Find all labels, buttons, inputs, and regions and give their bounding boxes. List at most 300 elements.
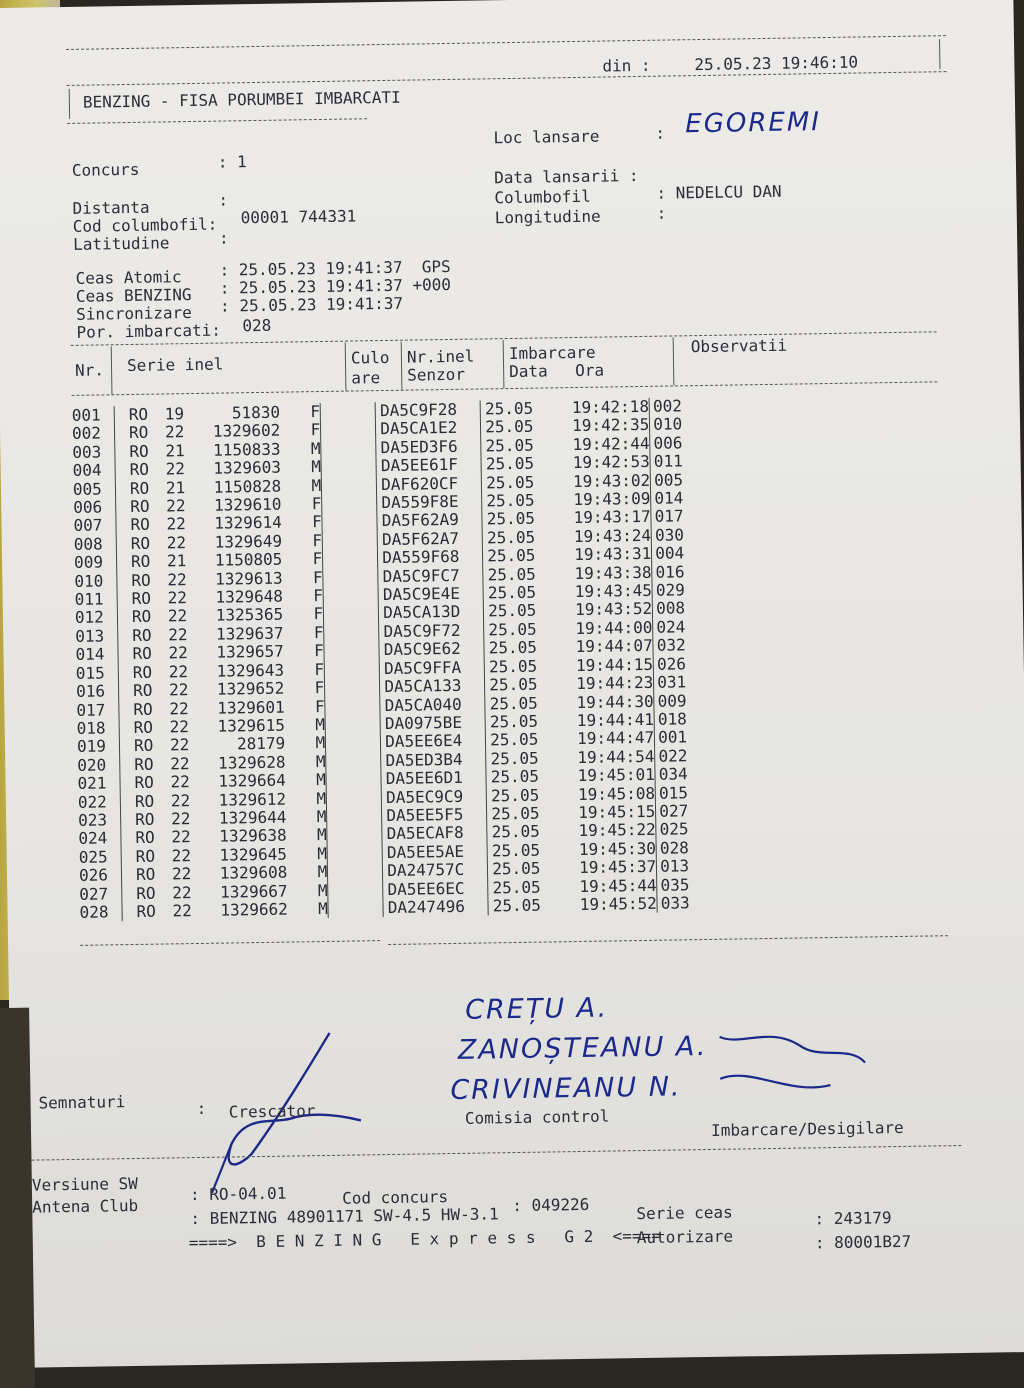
versiune-sw-value: : RO-04.01 <box>189 1183 287 1205</box>
row-color <box>328 862 383 881</box>
crescator-signature-stroke <box>227 1032 362 1164</box>
row-year: 22 <box>172 882 192 902</box>
row-ro: RO <box>118 645 152 664</box>
row-sensor: DA247496 <box>383 897 488 917</box>
row-time: 19:44:47 <box>576 728 655 749</box>
row-color <box>325 678 380 697</box>
row-sex: M <box>316 788 327 808</box>
row-ring-number: 1325365 <box>215 605 284 626</box>
row-year: 21 <box>165 440 185 461</box>
header-rule-bottom <box>67 71 947 86</box>
imbarcare-desigilare-label: Imbarcare/Desigilare <box>710 1117 904 1140</box>
row-time: 19:45:01 <box>577 764 655 786</box>
row-ring-number: 1329613 <box>215 568 283 589</box>
row-ro: RO <box>121 811 155 830</box>
header-left-bar <box>69 89 70 119</box>
row-sensor: DA0975BE <box>380 713 485 733</box>
row-date: 25.05 <box>484 602 549 621</box>
row-date: 25.05 <box>487 823 552 842</box>
row-sensor: DA24757C <box>383 861 488 881</box>
row-date: 25.05 <box>484 657 549 676</box>
th-culoare-2: are <box>351 368 381 388</box>
row-year: 22 <box>171 827 191 847</box>
row-nr: 022 <box>77 791 107 812</box>
row-year: 22 <box>168 661 189 682</box>
row-nr: 013 <box>75 626 105 646</box>
row-observation: 004 <box>652 544 716 563</box>
table-rule-bottom-right <box>388 935 948 945</box>
row-time: 19:45:30 <box>578 838 657 859</box>
row-ring-number: 1329637 <box>215 623 284 644</box>
row-sex: F <box>314 659 325 679</box>
row-nr: 018 <box>76 718 106 738</box>
table-rule-bottom <box>80 940 380 946</box>
row-nr: 017 <box>76 699 106 720</box>
antena-club-value: : BENZING 48901171 SW-4.5 HW-3.1 <box>190 1204 499 1229</box>
row-date: 25.05 <box>486 731 551 750</box>
ceas-benzing-value: : 25.05.23 19:41:37 +000 <box>219 274 452 298</box>
row-observation: 032 <box>653 636 717 655</box>
row-sensor: DA559F68 <box>378 548 483 568</box>
cod-columbofil-label: Cod columbofil: <box>72 214 218 236</box>
row-nr: 015 <box>75 663 105 683</box>
row-sensor: DA5EC9C9 <box>381 787 486 807</box>
row-date: 25.05 <box>486 786 551 805</box>
commission-name-3: CRIVINEANU N. <box>450 1071 682 1107</box>
row-date: 25.05 <box>484 620 549 639</box>
row-year: 22 <box>169 717 190 737</box>
row-observation: 028 <box>656 839 720 858</box>
row-observation: 001 <box>655 728 719 747</box>
row-color <box>324 641 379 660</box>
row-nr: 021 <box>77 773 107 793</box>
row-date: 25.05 <box>488 860 553 879</box>
row-sex: F <box>313 604 324 624</box>
row-sensor: DAF620CF <box>377 474 482 494</box>
row-ring-number: 1329602 <box>212 421 281 442</box>
row-ro: RO <box>115 443 149 462</box>
row-color <box>326 733 381 752</box>
commission-name-2: ZANOȘTEANU A. <box>457 1031 708 1066</box>
row-date: 25.05 <box>485 694 550 713</box>
commission-signature-stroke-2 <box>720 1074 830 1089</box>
row-nr: 005 <box>72 479 102 499</box>
concurs-label: Concurs <box>71 159 140 180</box>
row-ro: RO <box>121 866 155 885</box>
row-ring-number: 1329648 <box>215 586 284 607</box>
row-time: 19:45:08 <box>577 783 656 804</box>
row-date: 25.05 <box>487 841 552 860</box>
row-color <box>327 807 382 826</box>
row-ro: RO <box>116 535 150 554</box>
row-sensor: DA5EE6EC <box>383 879 488 899</box>
row-observation: 033 <box>657 894 721 913</box>
th-imbarcare-ora: Ora <box>574 360 605 381</box>
row-color <box>324 623 379 642</box>
row-year: 22 <box>168 680 189 700</box>
row-ro: RO <box>120 755 154 774</box>
header-rule-top <box>66 35 946 50</box>
row-nr: 028 <box>79 902 109 922</box>
row-observation: 030 <box>651 526 715 545</box>
row-nr: 003 <box>72 442 102 462</box>
row-ro: RO <box>117 608 151 627</box>
commission-signature-stroke-1 <box>720 1035 865 1065</box>
row-time: 19:44:23 <box>576 672 654 694</box>
row-time: 19:45:22 <box>578 820 656 841</box>
row-ring-number: 1329664 <box>218 770 286 791</box>
row-ring-number: 1329657 <box>216 641 284 662</box>
row-year: 22 <box>164 422 185 442</box>
col-sep-nrinel <box>503 340 505 388</box>
row-observation: 013 <box>657 857 721 876</box>
row-ro: RO <box>114 406 148 425</box>
row-year: 22 <box>170 809 191 829</box>
row-observation: 016 <box>652 562 716 581</box>
row-observation: 025 <box>656 820 720 839</box>
row-date: 25.05 <box>484 639 549 658</box>
row-sex: M <box>317 862 328 882</box>
row-color <box>326 789 381 808</box>
row-nr: 006 <box>73 497 103 517</box>
row-nr: 011 <box>74 589 104 609</box>
row-ring-number: 1150805 <box>214 549 283 570</box>
row-ro: RO <box>119 700 153 719</box>
por-imbarcati-label: Por. imbarcati: <box>76 320 222 342</box>
row-year: 22 <box>166 532 187 553</box>
row-time: 19:44:15 <box>575 654 654 675</box>
distanta-label: Distanta <box>72 197 150 218</box>
row-nr: 027 <box>79 883 109 904</box>
row-date: 25.05 <box>481 418 546 437</box>
row-nr: 025 <box>78 847 108 867</box>
th-nrinel-2: Senzor <box>407 364 466 385</box>
row-observation: 031 <box>654 673 718 692</box>
row-date: 25.05 <box>481 455 546 474</box>
row-nr: 008 <box>73 534 103 554</box>
th-nr: Nr. <box>74 360 105 380</box>
semnaturi-label: Semnaturi <box>38 1092 126 1113</box>
row-observation: 029 <box>652 581 716 600</box>
row-ro: RO <box>117 571 151 590</box>
row-color <box>326 752 381 771</box>
row-observation: 026 <box>653 654 717 673</box>
row-ro: RO <box>121 847 155 866</box>
row-ring-number: 1329601 <box>217 697 285 718</box>
row-sex: F <box>313 641 324 661</box>
row-ring-number: 28179 <box>236 733 286 754</box>
ceas-benzing-label: Ceas BENZING <box>75 285 192 306</box>
distanta-value: : <box>218 190 229 210</box>
loc-lansare-handwritten: EGOREMI <box>685 107 822 140</box>
commission-name-1: CREȚU A. <box>464 992 609 1026</box>
row-sex: F <box>313 622 324 643</box>
row-time: 19:45:15 <box>578 801 656 822</box>
latitudine-label: Latitudine <box>72 233 170 254</box>
row-color <box>321 457 376 476</box>
row-sex: F <box>312 530 323 550</box>
row-color <box>325 697 380 716</box>
row-nr: 009 <box>73 552 104 573</box>
columbofil-value: : NEDELCU DAN <box>656 181 782 203</box>
row-time: 19:45:44 <box>579 875 657 896</box>
antena-club-label: Antena Club <box>32 1195 139 1217</box>
row-date: 25.05 <box>486 749 551 768</box>
th-imbarcare: Imbarcare <box>508 342 596 364</box>
sincronizare-value: : 25.05.23 19:41:37 <box>219 293 404 316</box>
row-year: 22 <box>168 624 188 645</box>
row-color <box>322 513 377 532</box>
row-time: 19:45:37 <box>579 856 657 878</box>
concurs-value: : 1 <box>217 152 247 172</box>
row-nr: 010 <box>74 571 104 591</box>
row-ring-number: 1329612 <box>218 789 287 810</box>
row-observation: 015 <box>655 783 719 802</box>
row-ro: RO <box>118 627 152 646</box>
row-sex: F <box>311 512 322 532</box>
ceas-atomic-label: Ceas Atomic <box>75 267 182 288</box>
row-year: 22 <box>167 606 188 626</box>
row-color <box>323 549 378 568</box>
row-date: 25.05 <box>488 878 553 897</box>
longitudine-value: : <box>656 203 667 223</box>
row-year: 22 <box>168 643 188 663</box>
row-color <box>322 494 377 513</box>
row-nr: 001 <box>71 405 101 425</box>
row-ro: RO <box>122 884 156 903</box>
semnaturi-sep: : <box>196 1098 207 1119</box>
row-sensor: DA5F62A7 <box>377 529 482 549</box>
row-color <box>324 660 379 679</box>
row-observation: 010 <box>650 415 714 434</box>
row-ro: RO <box>116 516 150 535</box>
row-sex: M <box>317 843 328 863</box>
row-color <box>328 899 383 918</box>
row-time: 19:44:00 <box>575 617 653 638</box>
row-sensor: DA5C9E4E <box>378 585 483 605</box>
row-sensor: DA5EE5F5 <box>382 805 487 825</box>
row-sex: F <box>314 696 325 716</box>
row-ring-number: 1329615 <box>217 715 286 736</box>
row-nr: 002 <box>71 423 102 444</box>
row-time: 19:44:54 <box>577 746 655 767</box>
row-color <box>320 402 375 421</box>
comisia-control-label: Comisia control <box>464 1106 610 1128</box>
row-date: 25.05 <box>482 528 547 547</box>
row-year: 22 <box>172 901 192 921</box>
row-sensor: DA5C9E62 <box>379 640 484 660</box>
autorizare-label: Autorizare <box>636 1226 734 1248</box>
header-right-bar <box>939 39 940 69</box>
row-sensor: DA5EE6D1 <box>381 769 486 789</box>
row-time: 19:43:38 <box>574 562 652 583</box>
row-sex: M <box>311 475 322 495</box>
row-ro: RO <box>117 590 151 609</box>
cod-concurs-value: : 049226 <box>512 1194 590 1216</box>
row-year: 22 <box>170 772 190 792</box>
signature-strokes <box>209 1004 872 1194</box>
row-observation: 009 <box>654 691 718 710</box>
row-date: 25.05 <box>483 584 548 603</box>
row-ro: RO <box>120 792 154 811</box>
row-year: 22 <box>171 864 192 884</box>
row-sensor: DA5EE61F <box>376 456 481 476</box>
cod-columbofil-value: 00001 744331 <box>240 206 357 228</box>
row-year: 22 <box>165 459 186 479</box>
row-ro: RO <box>114 424 148 443</box>
header-rule-sub <box>67 118 367 124</box>
row-color <box>327 844 382 863</box>
row-nr: 026 <box>78 865 109 886</box>
row-ring-number: 1329645 <box>219 844 288 865</box>
row-nr: 024 <box>78 828 108 849</box>
row-sex: M <box>317 880 328 900</box>
row-sensor: DA5C9FFA <box>379 658 484 678</box>
row-date: 25.05 <box>485 676 550 695</box>
row-ring-number: 1329610 <box>213 494 282 515</box>
row-date: 25.05 <box>485 712 550 731</box>
por-imbarcati-value: 028 <box>242 315 272 336</box>
row-color <box>326 770 381 789</box>
page-shadow <box>0 1008 35 1388</box>
row-ring-number: 1329603 <box>213 457 282 478</box>
row-ro: RO <box>119 737 153 756</box>
th-serie-inel: Serie inel <box>126 354 224 376</box>
row-date: 25.05 <box>483 565 548 584</box>
row-ring-number: 1329614 <box>214 513 282 534</box>
row-date: 25.05 <box>481 436 546 455</box>
din-value: 25.05.23 19:46:10 <box>694 52 859 75</box>
row-time: 19:42:35 <box>572 415 650 436</box>
row-observation: 011 <box>650 452 714 471</box>
row-sensor: DA5CA13D <box>379 603 484 623</box>
row-nr: 014 <box>75 644 105 665</box>
serie-ceas-label: Serie ceas <box>636 1202 733 1224</box>
col-sep-nr <box>111 346 113 394</box>
row-ring-number: 1150833 <box>213 439 281 460</box>
row-ring-number: 1329662 <box>220 899 288 920</box>
row-sensor: DA5CA1E2 <box>376 419 481 439</box>
row-sex: F <box>312 549 323 569</box>
row-year: 22 <box>167 569 187 590</box>
row-ro: RO <box>121 829 155 848</box>
row-sex: F <box>310 402 321 422</box>
row-ro: RO <box>122 903 156 922</box>
row-time: 19:43:31 <box>574 544 652 565</box>
latitudine-value: : <box>218 228 229 248</box>
row-year: 22 <box>171 845 192 866</box>
col-sep-serie <box>345 343 347 391</box>
col-sep-imbarcare <box>673 337 675 385</box>
table-rule-header-bottom <box>71 381 937 396</box>
row-sex: M <box>316 770 326 790</box>
row-ring-number: 1329667 <box>219 881 288 902</box>
row-color <box>322 531 377 550</box>
row-color <box>323 568 378 587</box>
row-time: 19:42:44 <box>572 433 650 454</box>
row-sex: M <box>315 751 326 771</box>
row-time: 19:44:07 <box>575 636 653 657</box>
row-sex: M <box>315 714 326 735</box>
row-year: 22 <box>167 588 188 608</box>
row-observation: 006 <box>650 434 714 453</box>
row-ro: RO <box>115 461 149 480</box>
autorizare-value: : 80001B27 <box>814 1231 912 1253</box>
row-date: 25.05 <box>486 768 551 787</box>
cod-concurs-label: Cod concurs <box>341 1187 449 1208</box>
row-ring-number: 1329608 <box>219 862 288 883</box>
th-observatii: Observatii <box>690 335 788 357</box>
row-color <box>325 715 380 734</box>
row-year: 19 <box>164 404 185 424</box>
col-sep-culoare <box>401 342 403 390</box>
pigeon-table-body <box>72 397 721 922</box>
row-sex: M <box>318 898 328 919</box>
row-ro: RO <box>116 553 150 572</box>
longitudine-label: Longitudine <box>494 206 601 228</box>
row-nr: 023 <box>78 810 108 830</box>
row-ro: RO <box>118 663 152 682</box>
row-ring-number: 1329644 <box>218 807 287 828</box>
serie-ceas-value: : 243179 <box>814 1208 892 1229</box>
row-observation: 002 <box>649 397 713 416</box>
row-sex: F <box>314 678 325 698</box>
row-year: 21 <box>165 477 186 498</box>
row-sex: M <box>316 806 327 827</box>
row-observation: 024 <box>653 618 717 637</box>
row-date: 25.05 <box>482 492 547 511</box>
row-color <box>324 605 379 624</box>
row-observation: 018 <box>654 710 718 729</box>
row-sensor: DA5F62A9 <box>377 511 482 531</box>
row-date: 25.05 <box>482 473 547 492</box>
row-time: 19:42:18 <box>571 396 650 418</box>
row-time: 19:44:30 <box>576 691 654 712</box>
row-ring-number: 1329652 <box>216 678 285 699</box>
row-observation: 014 <box>651 489 715 508</box>
sincronizare-label: Sincronizare <box>76 303 192 324</box>
row-sensor: DA5ECAF8 <box>382 824 487 844</box>
row-sensor: DA5ED3F6 <box>376 437 481 457</box>
row-time: 19:43:24 <box>573 525 652 546</box>
row-color <box>327 825 382 844</box>
row-time: 19:43:09 <box>573 488 651 510</box>
row-ring-number: 51830 <box>231 402 281 423</box>
row-observation: 022 <box>655 747 719 766</box>
row-ro: RO <box>115 479 149 498</box>
row-nr: 004 <box>72 460 102 481</box>
row-ring-number: 1329638 <box>219 825 287 846</box>
row-sensor: DA5C9FC7 <box>378 566 483 586</box>
row-sensor: DA5EE5AE <box>382 842 487 862</box>
row-sensor: DA5C9F72 <box>379 621 484 641</box>
row-sex: F <box>311 494 322 514</box>
pigeon-table <box>72 397 721 922</box>
crescator-label: Crescator <box>228 1101 316 1122</box>
row-sex: M <box>311 457 322 477</box>
row-time: 19:43:45 <box>574 580 653 602</box>
row-time: 19:44:41 <box>576 709 655 730</box>
row-year: 22 <box>169 698 189 718</box>
row-date: 25.05 <box>483 547 548 566</box>
row-sex: M <box>310 438 321 458</box>
row-nr: 019 <box>76 736 107 757</box>
data-lansarii-label: Data lansarii : <box>493 165 639 188</box>
row-ro: RO <box>119 719 153 738</box>
row-sensor: DA5C9F28 <box>375 400 480 420</box>
row-time: 19:42:53 <box>572 452 651 473</box>
row-sensor: DA559F8E <box>377 493 482 513</box>
